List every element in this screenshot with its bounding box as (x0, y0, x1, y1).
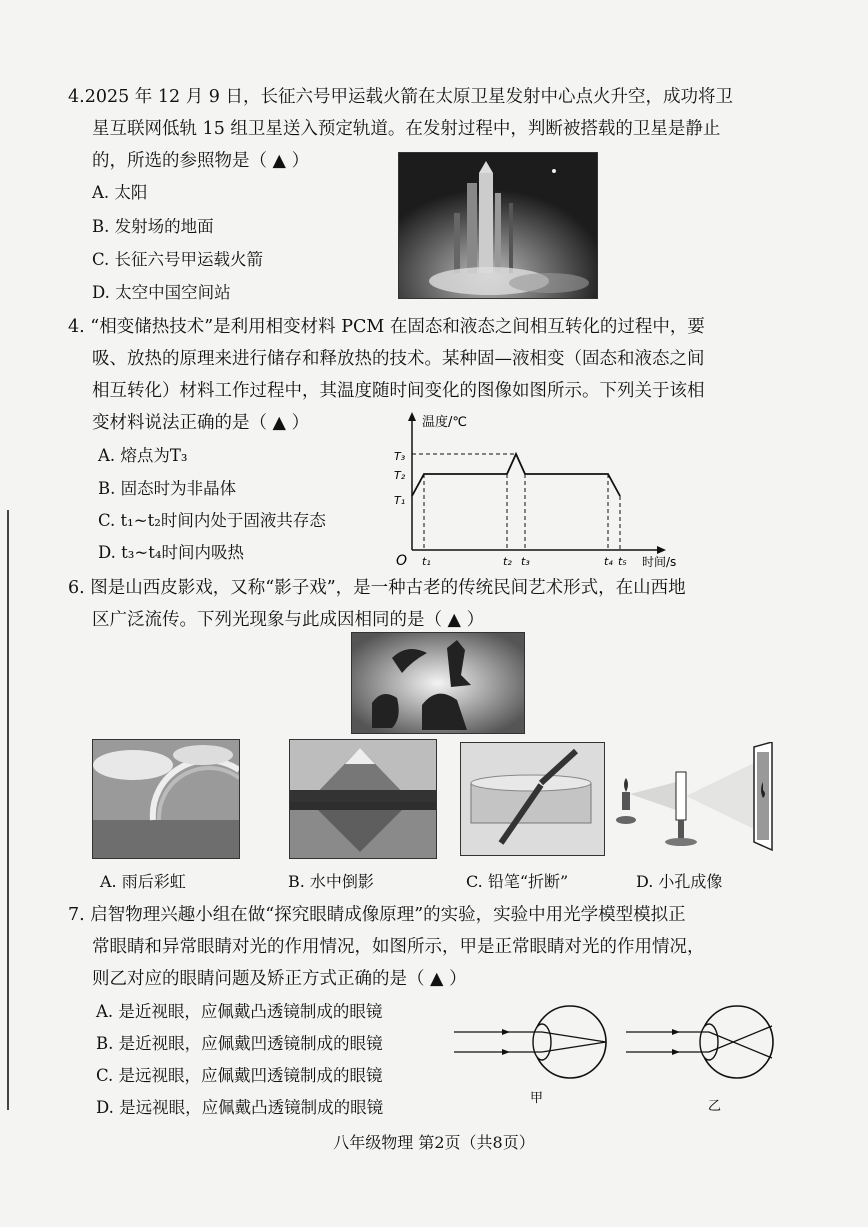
q4a-line2: 星互联网低轨 15 组卫星送入预定轨道。在发射过程中，判断被搭载的卫星是静止 (92, 119, 721, 139)
xtick-t2: t₂ (503, 555, 512, 568)
shadow-puppet-photo (351, 632, 525, 734)
q4b-line4: 变材料说法正确的是（ ▲ ） (92, 413, 310, 433)
rainbow-photo (92, 739, 240, 859)
xtick-t4: t₄ (604, 555, 613, 568)
q6-caption-a: A. 雨后彩虹 (100, 872, 186, 891)
y-axis-arrow (408, 412, 416, 421)
q7-option-a: A. 是近视眼，应佩戴凸透镜制成的眼镜 (96, 1002, 383, 1021)
abnormal-eye-diagram (622, 1000, 792, 1120)
rocket-launch-photo (398, 152, 598, 299)
q4a-option-b: B. 发射场的地面 (92, 217, 214, 236)
x-axis-arrow (657, 546, 666, 554)
q4a-line3: 的，所选的参照物是（ ▲ ） (92, 151, 310, 171)
q7-option-c: C. 是远视眼，应佩戴凹透镜制成的眼镜 (96, 1066, 383, 1085)
bent-pencil-photo (460, 742, 605, 856)
q4b-option-d: D. t₃~t₄时间内吸热 (98, 543, 244, 562)
water-reflection-photo (289, 739, 437, 859)
pinhole-camera-diagram (616, 742, 776, 852)
ytick-t3: T₃ (394, 450, 406, 463)
q7-line2: 常眼睛和异常眼睛对光的作用情况，如图所示，甲是正常眼睛对光的作用情况， (92, 937, 705, 957)
y-axis-label: 温度/℃ (422, 415, 467, 430)
q7-option-d: D. 是远视眼，应佩戴凸透镜制成的眼镜 (96, 1098, 384, 1117)
x-axis-label: 时间/s (642, 555, 677, 568)
q4b-option-c: C. t₁~t₂时间内处于固液共存态 (98, 511, 326, 530)
q4a-line1: 4.2025 年 12 月 9 日，长征六号甲运载火箭在太原卫星发射中心点火升空，成功将卫 (68, 87, 733, 107)
q6-caption-c: C. 铅笔“折断” (466, 872, 569, 891)
q4b-line3: 相互转化）材料工作过程中，其温度随时间变化的图像如图所示。下列关于该相 (92, 381, 705, 401)
eye-label-yi: 乙 (708, 1099, 722, 1114)
q7-line3: 则乙对应的眼睛问题及矫正方式正确的是（ ▲ ） (92, 969, 467, 989)
normal-eye-diagram (450, 1000, 620, 1120)
q4b-option-b: B. 固态时为非晶体 (98, 479, 237, 498)
xtick-t1: t₁ (422, 555, 431, 568)
q4b-line1: 4. “相变储热技术”是利用相变材料 PCM 在固态和液态之间相互转化的过程中，要 (68, 317, 705, 337)
q7-option-b: B. 是近视眼，应佩戴凹透镜制成的眼镜 (96, 1034, 383, 1053)
origin-label: O (396, 553, 408, 568)
q4a-option-d: D. 太空中国空间站 (92, 283, 231, 302)
q4a-option-c: C. 长征六号甲运载火箭 (92, 250, 264, 269)
q6-line2: 区广泛流传。下列光现象与此成因相同的是（ ▲ ） (92, 610, 485, 630)
temperature-curve (412, 454, 620, 496)
xtick-t5: t₅ (618, 555, 627, 568)
eye-label-jia: 甲 (530, 1091, 544, 1106)
q7-line1: 7. 启智物理兴趣小组在做“探究眼睛成像原理”的实验，实验中用光学模型模拟正 (68, 905, 686, 925)
page-edge-rule (7, 510, 9, 1110)
q4a-option-a: A. 太阳 (92, 183, 148, 202)
xtick-t3: t₃ (521, 555, 530, 568)
page-footer: 八年级物理 第2页（共8页） (333, 1133, 535, 1152)
q4b-line2: 吸、放热的原理来进行储存和释放热的技术。某种固—液相变（固态和液态之间 (92, 349, 705, 369)
q6-caption-b: B. 水中倒影 (288, 872, 374, 891)
ytick-t1: T₁ (394, 494, 406, 507)
q6-line1: 6. 图是山西皮影戏，又称“影子戏”，是一种古老的传统民间艺术形式，在山西地 (68, 578, 686, 598)
q4b-option-a: A. 熔点为T₃ (98, 446, 188, 465)
temperature-time-graph (390, 408, 680, 568)
q6-caption-d: D. 小孔成像 (636, 872, 723, 891)
ytick-t2: T₂ (394, 469, 406, 482)
